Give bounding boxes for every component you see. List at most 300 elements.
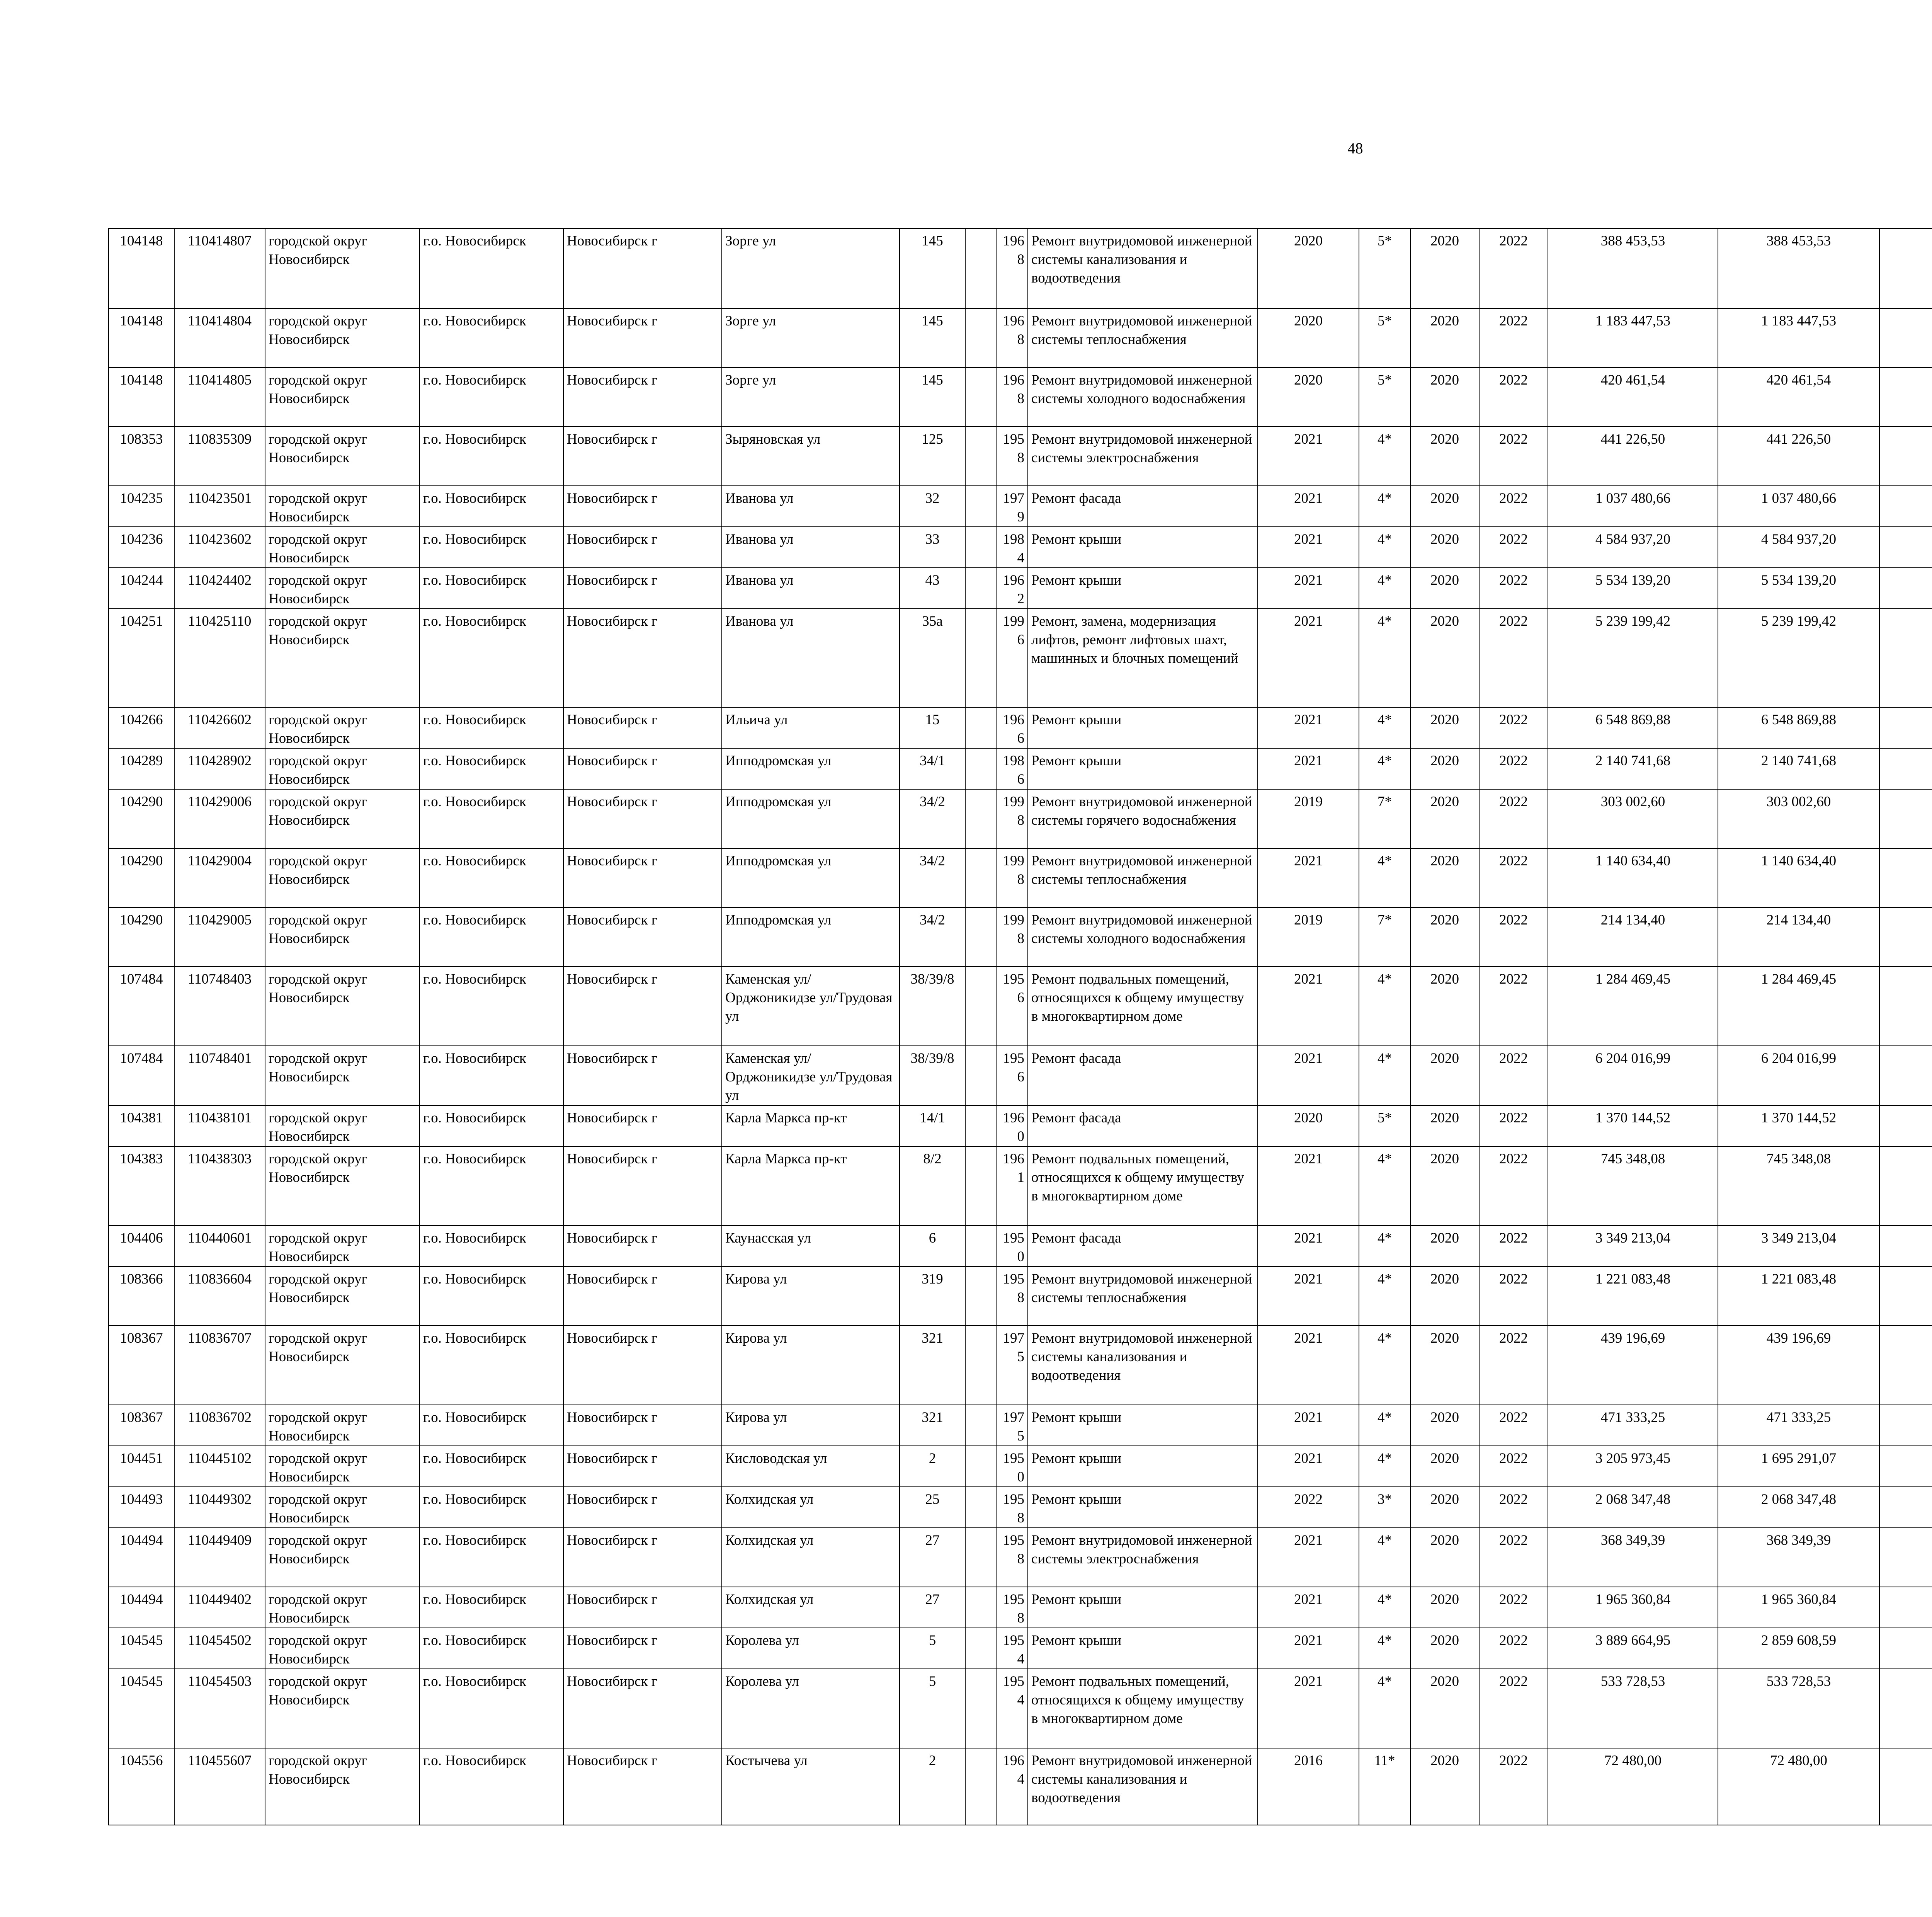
cell-mark: 7*: [1359, 789, 1410, 848]
cell-year-built: 1984: [996, 527, 1028, 568]
cell-house: 43: [900, 568, 965, 609]
cell-street: Карла Маркса пр-кт: [722, 1146, 900, 1226]
cell-total: 3 889 664,95: [1548, 1628, 1718, 1669]
cell-total: 1 370 144,52: [1548, 1105, 1718, 1146]
cell-end: 2022: [1479, 1748, 1548, 1825]
cell-blank1: [965, 748, 996, 789]
cell-start: 2020: [1410, 486, 1479, 527]
cell-settlement: Новосибирск г: [563, 1267, 722, 1326]
cell-code: 110836702: [174, 1405, 265, 1446]
cell-district: городской округ Новосибирск: [265, 967, 420, 1046]
cell-district: городской округ Новосибирск: [265, 789, 420, 848]
cell-mark: 4*: [1359, 527, 1410, 568]
cell-fund: 439 196,69: [1718, 1326, 1879, 1405]
cell-c1: [1879, 1405, 1932, 1446]
cell-street: Королева ул: [722, 1628, 900, 1669]
table-row: [109, 1267, 1932, 1326]
cell-work: Ремонт крыши: [1028, 748, 1258, 789]
cell-id: 104236: [109, 527, 174, 568]
cell-district: городской округ Новосибирск: [265, 1748, 420, 1825]
cell-district: городской округ Новосибирск: [265, 1528, 420, 1587]
cell-plan-year: 2021: [1258, 486, 1359, 527]
cell-code: 110449402: [174, 1587, 265, 1628]
cell-end: 2022: [1479, 568, 1548, 609]
cell-district: городской округ Новосибирск: [265, 707, 420, 748]
table-row: [109, 1748, 1932, 1825]
cell-plan-year: 2021: [1258, 748, 1359, 789]
cell-blank1: [965, 1105, 996, 1146]
cell-fund: 1 183 447,53: [1718, 308, 1879, 368]
cell-blank1: [965, 308, 996, 368]
cell-code: 110454503: [174, 1669, 265, 1748]
cell-id: 104493: [109, 1487, 174, 1528]
cell-work: Ремонт крыши: [1028, 527, 1258, 568]
cell-fund: 1 037 480,66: [1718, 486, 1879, 527]
cell-mark: 4*: [1359, 1587, 1410, 1628]
cell-total: 214 134,40: [1548, 907, 1718, 967]
cell-id: 108366: [109, 1267, 174, 1326]
cell-start: 2020: [1410, 228, 1479, 308]
cell-municipality: г.о. Новосибирск: [420, 848, 563, 907]
table-row: [109, 1146, 1932, 1226]
cell-end: 2022: [1479, 1146, 1548, 1226]
cell-year-built: 1968: [996, 308, 1028, 368]
cell-house: 34/1: [900, 748, 965, 789]
cell-work: Ремонт внутридомовой инженерной системы канализования и водоотведения: [1028, 1748, 1258, 1825]
cell-district: городской округ Новосибирск: [265, 228, 420, 308]
cell-fund: 1 965 360,84: [1718, 1587, 1879, 1628]
cell-blank1: [965, 967, 996, 1046]
cell-plan-year: 2020: [1258, 368, 1359, 427]
table-row: [109, 486, 1932, 527]
cell-work: Ремонт внутридомовой инженерной системы канализования и водоотведения: [1028, 228, 1258, 308]
cell-municipality: г.о. Новосибирск: [420, 1528, 563, 1587]
cell-total: 439 196,69: [1548, 1326, 1718, 1405]
cell-street: Ипподромская ул: [722, 789, 900, 848]
cell-code: 110454502: [174, 1628, 265, 1669]
table-row: [109, 609, 1932, 707]
cell-code: 110440601: [174, 1226, 265, 1267]
cell-settlement: Новосибирск г: [563, 1487, 722, 1528]
cell-street: Зорге ул: [722, 308, 900, 368]
cell-mark: 4*: [1359, 609, 1410, 707]
cell-mark: 5*: [1359, 308, 1410, 368]
cell-mark: 4*: [1359, 1405, 1410, 1446]
cell-municipality: г.о. Новосибирск: [420, 967, 563, 1046]
cell-code: 110424402: [174, 568, 265, 609]
cell-street: Кирова ул: [722, 1267, 900, 1326]
cell-street: Королева ул: [722, 1669, 900, 1748]
cell-end: 2022: [1479, 1105, 1548, 1146]
table-row: [109, 848, 1932, 907]
cell-blank1: [965, 789, 996, 848]
cell-fund: 388 453,53: [1718, 228, 1879, 308]
cell-work: Ремонт внутридомовой инженерной системы теплоснабжения: [1028, 1267, 1258, 1326]
cell-plan-year: 2021: [1258, 527, 1359, 568]
cell-street: Зыряновская ул: [722, 427, 900, 486]
cell-id: 107484: [109, 967, 174, 1046]
cell-house: 34/2: [900, 789, 965, 848]
cell-plan-year: 2021: [1258, 1587, 1359, 1628]
cell-municipality: г.о. Новосибирск: [420, 1446, 563, 1487]
cell-code: 110438101: [174, 1105, 265, 1146]
cell-street: Ипподромская ул: [722, 848, 900, 907]
cell-settlement: Новосибирск г: [563, 1226, 722, 1267]
cell-id: 104406: [109, 1226, 174, 1267]
cell-settlement: Новосибирск г: [563, 1405, 722, 1446]
cell-house: 145: [900, 308, 965, 368]
cell-c1: [1879, 1146, 1932, 1226]
cell-municipality: г.о. Новосибирск: [420, 1046, 563, 1105]
cell-plan-year: 2021: [1258, 1628, 1359, 1669]
cell-end: 2022: [1479, 907, 1548, 967]
cell-municipality: г.о. Новосибирск: [420, 907, 563, 967]
cell-municipality: г.о. Новосибирск: [420, 1669, 563, 1748]
cell-total: 2 068 347,48: [1548, 1487, 1718, 1528]
cell-mark: 4*: [1359, 1267, 1410, 1326]
cell-plan-year: 2021: [1258, 848, 1359, 907]
cell-c1: [1879, 848, 1932, 907]
cell-work: Ремонт внутридомовой инженерной системы электроснабжения: [1028, 427, 1258, 486]
cell-total: 5 534 139,20: [1548, 568, 1718, 609]
cell-year-built: 1958: [996, 1487, 1028, 1528]
cell-mark: 4*: [1359, 568, 1410, 609]
cell-municipality: г.о. Новосибирск: [420, 228, 563, 308]
cell-work: Ремонт внутридомовой инженерной системы холодного водоснабжения: [1028, 907, 1258, 967]
cell-total: 6 548 869,88: [1548, 707, 1718, 748]
cell-total: 1 140 634,40: [1548, 848, 1718, 907]
cell-fund: 303 002,60: [1718, 789, 1879, 848]
cell-code: 110423602: [174, 527, 265, 568]
cell-house: 5: [900, 1669, 965, 1748]
table-row: [109, 1487, 1932, 1528]
table-row: [109, 1405, 1932, 1446]
cell-street: Иванова ул: [722, 486, 900, 527]
cell-id: 108367: [109, 1405, 174, 1446]
cell-total: 533 728,53: [1548, 1669, 1718, 1748]
cell-year-built: 1996: [996, 609, 1028, 707]
cell-house: 321: [900, 1405, 965, 1446]
cell-id: 104235: [109, 486, 174, 527]
cell-start: 2020: [1410, 1628, 1479, 1669]
cell-settlement: Новосибирск г: [563, 486, 722, 527]
table-row: [109, 427, 1932, 486]
table-row: [109, 1326, 1932, 1405]
cell-plan-year: 2021: [1258, 1405, 1359, 1446]
cell-c1: [1879, 427, 1932, 486]
cell-c1: [1879, 228, 1932, 308]
cell-blank1: [965, 568, 996, 609]
cell-total: 420 461,54: [1548, 368, 1718, 427]
cell-settlement: Новосибирск г: [563, 368, 722, 427]
cell-street: Иванова ул: [722, 527, 900, 568]
cell-total: 1 183 447,53: [1548, 308, 1718, 368]
cell-settlement: Новосибирск г: [563, 1528, 722, 1587]
cell-start: 2020: [1410, 1326, 1479, 1405]
cell-code: 110445102: [174, 1446, 265, 1487]
cell-year-built: 1998: [996, 907, 1028, 967]
cell-settlement: Новосибирск г: [563, 1587, 722, 1628]
cell-plan-year: 2021: [1258, 568, 1359, 609]
table-row: [109, 368, 1932, 427]
cell-municipality: г.о. Новосибирск: [420, 427, 563, 486]
cell-year-built: 1961: [996, 1146, 1028, 1226]
register-table: [108, 228, 1932, 1806]
cell-c1: [1879, 1669, 1932, 1748]
cell-mark: 3*: [1359, 1487, 1410, 1528]
cell-c1: [1879, 967, 1932, 1046]
cell-start: 2020: [1410, 368, 1479, 427]
table-row: [109, 1669, 1932, 1748]
cell-total: 1 037 480,66: [1548, 486, 1718, 527]
cell-c1: [1879, 568, 1932, 609]
cell-end: 2022: [1479, 527, 1548, 568]
cell-year-built: 1968: [996, 228, 1028, 308]
cell-work: Ремонт фасада: [1028, 1226, 1258, 1267]
cell-fund: 441 226,50: [1718, 427, 1879, 486]
cell-work: Ремонт внутридомовой инженерной системы канализования и водоотведения: [1028, 1326, 1258, 1405]
cell-code: 110429005: [174, 907, 265, 967]
cell-end: 2022: [1479, 1487, 1548, 1528]
cell-id: 104148: [109, 308, 174, 368]
cell-municipality: г.о. Новосибирск: [420, 1487, 563, 1528]
cell-id: 104148: [109, 368, 174, 427]
cell-street: Каунасская ул: [722, 1226, 900, 1267]
cell-fund: 1 140 634,40: [1718, 848, 1879, 907]
cell-street: Зорге ул: [722, 228, 900, 308]
cell-c1: [1879, 1446, 1932, 1487]
cell-mark: 4*: [1359, 1628, 1410, 1669]
cell-street: Ипподромская ул: [722, 748, 900, 789]
cell-id: 107484: [109, 1046, 174, 1105]
cell-settlement: Новосибирск г: [563, 748, 722, 789]
cell-district: городской округ Новосибирск: [265, 1146, 420, 1226]
cell-plan-year: 2021: [1258, 1528, 1359, 1587]
cell-end: 2022: [1479, 1669, 1548, 1748]
cell-district: городской округ Новосибирск: [265, 609, 420, 707]
cell-id: 104381: [109, 1105, 174, 1146]
cell-end: 2022: [1479, 609, 1548, 707]
cell-municipality: г.о. Новосибирск: [420, 568, 563, 609]
table-row: [109, 748, 1932, 789]
cell-district: городской округ Новосибирск: [265, 1267, 420, 1326]
cell-fund: 1 370 144,52: [1718, 1105, 1879, 1146]
cell-fund: 6 548 869,88: [1718, 707, 1879, 748]
cell-blank1: [965, 609, 996, 707]
cell-start: 2020: [1410, 1405, 1479, 1446]
cell-settlement: Новосибирск г: [563, 907, 722, 967]
cell-id: 108367: [109, 1326, 174, 1405]
cell-district: городской округ Новосибирск: [265, 486, 420, 527]
cell-plan-year: 2021: [1258, 1326, 1359, 1405]
cell-mark: 4*: [1359, 1669, 1410, 1748]
page-number: 48: [1347, 140, 1363, 157]
cell-start: 2020: [1410, 1528, 1479, 1587]
cell-code: 110414805: [174, 368, 265, 427]
cell-code: 110455607: [174, 1748, 265, 1825]
cell-settlement: Новосибирск г: [563, 609, 722, 707]
cell-work: Ремонт крыши: [1028, 707, 1258, 748]
cell-c1: [1879, 1267, 1932, 1326]
cell-municipality: г.о. Новосибирск: [420, 368, 563, 427]
cell-c1: [1879, 486, 1932, 527]
cell-c1: [1879, 368, 1932, 427]
cell-plan-year: 2021: [1258, 1146, 1359, 1226]
cell-settlement: Новосибирск г: [563, 1748, 722, 1825]
cell-total: 1 965 360,84: [1548, 1587, 1718, 1628]
cell-street: Костычева ул: [722, 1748, 900, 1825]
cell-end: 2022: [1479, 748, 1548, 789]
cell-fund: 72 480,00: [1718, 1748, 1879, 1825]
cell-work: Ремонт внутридомовой инженерной системы теплоснабжения: [1028, 308, 1258, 368]
cell-id: 104290: [109, 848, 174, 907]
cell-end: 2022: [1479, 1267, 1548, 1326]
cell-district: городской округ Новосибирск: [265, 1446, 420, 1487]
cell-fund: 1 284 469,45: [1718, 967, 1879, 1046]
cell-fund: 471 333,25: [1718, 1405, 1879, 1446]
cell-end: 2022: [1479, 967, 1548, 1046]
cell-c1: [1879, 1046, 1932, 1105]
table-row: [109, 228, 1932, 308]
cell-fund: 3 349 213,04: [1718, 1226, 1879, 1267]
cell-total: 471 333,25: [1548, 1405, 1718, 1446]
cell-plan-year: 2022: [1258, 1487, 1359, 1528]
cell-c1: [1879, 308, 1932, 368]
cell-house: 38/39/8: [900, 1046, 965, 1105]
table-row: [109, 1226, 1932, 1267]
cell-work: Ремонт крыши: [1028, 1405, 1258, 1446]
cell-settlement: Новосибирск г: [563, 427, 722, 486]
cell-work: Ремонт подвальных помещений, относящихся к общему имуществу в многоквартирном доме: [1028, 967, 1258, 1046]
cell-municipality: г.о. Новосибирск: [420, 707, 563, 748]
cell-code: 110429006: [174, 789, 265, 848]
cell-year-built: 1998: [996, 848, 1028, 907]
cell-total: 6 204 016,99: [1548, 1046, 1718, 1105]
cell-mark: 4*: [1359, 707, 1410, 748]
cell-plan-year: 2020: [1258, 228, 1359, 308]
cell-municipality: г.о. Новосибирск: [420, 1146, 563, 1226]
cell-start: 2020: [1410, 789, 1479, 848]
cell-code: 110449302: [174, 1487, 265, 1528]
cell-house: 145: [900, 368, 965, 427]
cell-work: Ремонт внутридомовой инженерной системы холодного водоснабжения: [1028, 368, 1258, 427]
cell-blank1: [965, 527, 996, 568]
cell-year-built: 1968: [996, 368, 1028, 427]
cell-end: 2022: [1479, 707, 1548, 748]
cell-blank1: [965, 1587, 996, 1628]
cell-plan-year: 2016: [1258, 1748, 1359, 1825]
cell-blank1: [965, 1528, 996, 1587]
cell-blank1: [965, 848, 996, 907]
cell-start: 2020: [1410, 1146, 1479, 1226]
cell-c1: [1879, 1628, 1932, 1669]
cell-year-built: 1964: [996, 1748, 1028, 1825]
cell-blank1: [965, 1326, 996, 1405]
cell-code: 110748401: [174, 1046, 265, 1105]
table-row: [109, 308, 1932, 368]
cell-plan-year: 2019: [1258, 789, 1359, 848]
cell-start: 2020: [1410, 1669, 1479, 1748]
cell-id: 104244: [109, 568, 174, 609]
cell-plan-year: 2021: [1258, 1446, 1359, 1487]
cell-fund: 1 221 083,48: [1718, 1267, 1879, 1326]
cell-municipality: г.о. Новосибирск: [420, 789, 563, 848]
cell-district: городской округ Новосибирск: [265, 1105, 420, 1146]
cell-plan-year: 2021: [1258, 967, 1359, 1046]
cell-total: 3 349 213,04: [1548, 1226, 1718, 1267]
cell-district: городской округ Новосибирск: [265, 1587, 420, 1628]
cell-year-built: 1958: [996, 1587, 1028, 1628]
cell-end: 2022: [1479, 1326, 1548, 1405]
cell-mark: 5*: [1359, 368, 1410, 427]
cell-year-built: 1986: [996, 748, 1028, 789]
cell-mark: 4*: [1359, 1146, 1410, 1226]
cell-municipality: г.о. Новосибирск: [420, 1267, 563, 1326]
cell-total: 1 221 083,48: [1548, 1267, 1718, 1326]
cell-fund: 214 134,40: [1718, 907, 1879, 967]
cell-total: 745 348,08: [1548, 1146, 1718, 1226]
cell-total: 388 453,53: [1548, 228, 1718, 308]
cell-total: 2 140 741,68: [1548, 748, 1718, 789]
cell-house: 27: [900, 1528, 965, 1587]
cell-year-built: 1954: [996, 1628, 1028, 1669]
cell-id: 104545: [109, 1628, 174, 1669]
cell-district: городской округ Новосибирск: [265, 568, 420, 609]
cell-work: Ремонт крыши: [1028, 1587, 1258, 1628]
cell-work: Ремонт фасада: [1028, 1105, 1258, 1146]
cell-id: 104251: [109, 609, 174, 707]
cell-total: 303 002,60: [1548, 789, 1718, 848]
cell-code: 110835309: [174, 427, 265, 486]
cell-id: 104266: [109, 707, 174, 748]
cell-street: Кисловодская ул: [722, 1446, 900, 1487]
cell-c1: [1879, 1487, 1932, 1528]
cell-blank1: [965, 1669, 996, 1748]
cell-street: Каменская ул/Орджоникидзе ул/Трудовая ул: [722, 967, 900, 1046]
cell-house: 32: [900, 486, 965, 527]
cell-blank1: [965, 486, 996, 527]
cell-street: Ипподромская ул: [722, 907, 900, 967]
cell-start: 2020: [1410, 609, 1479, 707]
cell-id: 104494: [109, 1587, 174, 1628]
cell-house: 2: [900, 1446, 965, 1487]
cell-house: 34/2: [900, 848, 965, 907]
cell-blank1: [965, 1446, 996, 1487]
cell-settlement: Новосибирск г: [563, 1046, 722, 1105]
cell-district: городской округ Новосибирск: [265, 1628, 420, 1669]
cell-work: Ремонт крыши: [1028, 1487, 1258, 1528]
cell-blank1: [965, 907, 996, 967]
cell-street: Зорге ул: [722, 368, 900, 427]
cell-municipality: г.о. Новосибирск: [420, 527, 563, 568]
cell-c1: [1879, 748, 1932, 789]
cell-start: 2020: [1410, 527, 1479, 568]
cell-municipality: г.о. Новосибирск: [420, 1326, 563, 1405]
cell-end: 2022: [1479, 789, 1548, 848]
cell-settlement: Новосибирск г: [563, 1146, 722, 1226]
cell-district: городской округ Новосибирск: [265, 427, 420, 486]
cell-start: 2020: [1410, 1226, 1479, 1267]
cell-work: Ремонт подвальных помещений, относящихся к общему имуществу в многоквартирном доме: [1028, 1669, 1258, 1748]
cell-code: 110426602: [174, 707, 265, 748]
cell-end: 2022: [1479, 1405, 1548, 1446]
cell-mark: 4*: [1359, 1226, 1410, 1267]
cell-id: 104494: [109, 1528, 174, 1587]
cell-fund: 420 461,54: [1718, 368, 1879, 427]
cell-year-built: 1956: [996, 1046, 1028, 1105]
cell-house: 125: [900, 427, 965, 486]
cell-year-built: 1979: [996, 486, 1028, 527]
